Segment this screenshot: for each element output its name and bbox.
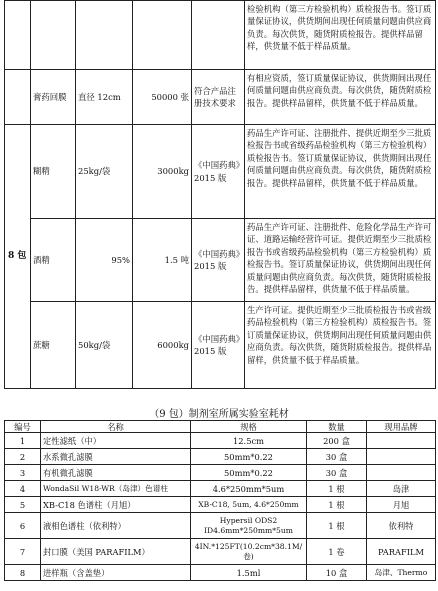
item-quantity: 1 根: [307, 513, 367, 539]
row-number: 6: [5, 513, 41, 539]
table-row: [5, 433, 436, 449]
item-quantity: 1 卷: [307, 539, 367, 565]
item-brand: 依利特: [367, 513, 436, 539]
item-standard: 《中国药典》2015 版: [192, 302, 245, 389]
item-standard: 《中国药典》2015 版: [192, 125, 245, 219]
item-quantity: 30 盒: [307, 465, 367, 481]
requirement-cell: 检验机构（第三方检验机构）质检报告书。签订质量保证协议，供货期间出现任何质量问题由供应商负责。每次供货，随货附质检报告。提供样品留样，供货量不低于样品质量。: [245, 1, 436, 70]
package-label: 8 包: [5, 125, 31, 389]
table-row: [5, 481, 436, 497]
item-name: WondaSil W18-WR（岛津）色谱柱: [41, 481, 191, 497]
row-number: 3: [5, 465, 41, 481]
column-header-brand: 现用品牌: [367, 421, 436, 433]
column-header-spec: 规格: [191, 421, 307, 433]
row-number: 4: [5, 481, 41, 497]
item-brand: [367, 433, 436, 449]
item-spec: 25kg/袋: [76, 125, 133, 219]
table-row: [5, 465, 436, 481]
item-spec: 1.5ml: [191, 565, 307, 581]
item-spec: [191, 539, 307, 565]
row-number: 1: [5, 433, 41, 449]
item-quantity: 1 根: [307, 497, 367, 513]
item-standard: 符合产品注册技术要求: [192, 70, 245, 125]
table-row: [5, 125, 436, 219]
item-spec-line: Hypersil ODS2: [219, 515, 278, 525]
item-name: 有机微孔滤膜: [41, 465, 191, 481]
requirement-cell: 生产许可证。提供近期至少三批质检报告书或省级药品检验机构（第三方检验机构）质检报告书。签订质量保证协议，供货期间出现任何质量问题由供应商负责。每次供货，随货附质检报告。提供样品留样，供货量不低于样品质量。: [245, 302, 436, 389]
table-row: [5, 513, 436, 539]
procurement-table-package-8: [4, 0, 436, 389]
item-brand: 岛津、Thermo: [367, 565, 436, 581]
item-spec: 50kg/袋: [76, 302, 133, 389]
column-header-qty: 数量: [307, 421, 367, 433]
item-name: 封口膜（美国 PARAFILM）: [41, 539, 191, 565]
row-number: 8: [5, 565, 41, 581]
item-name: 液相色谱柱（依利特）: [41, 513, 191, 539]
row-number: 5: [5, 497, 41, 513]
table-row: [5, 565, 436, 581]
item-name: 定性滤纸（中）: [41, 433, 191, 449]
item-standard: 《中国药典》2015 版: [192, 219, 245, 302]
item-brand: 月旭: [367, 497, 436, 513]
item-spec: 12.5cm: [191, 433, 307, 449]
item-spec: 50mm*0.22: [191, 449, 307, 465]
item-brand: [367, 449, 436, 465]
item-name: 蔗糖: [31, 302, 76, 389]
item-spec-line: 4IN.*125FT(10.2cm*38.1M/: [194, 541, 303, 551]
row-number: 2: [5, 449, 41, 465]
item-name: 糊精: [31, 125, 76, 219]
table-row: [5, 219, 436, 302]
table-row: [5, 1, 436, 70]
item-name: 水系微孔滤膜: [41, 449, 191, 465]
item-quantity: 10 盒: [307, 565, 367, 581]
item-spec: 50mm*0.22: [191, 465, 307, 481]
row-number: 7: [5, 539, 41, 565]
item-spec: [191, 513, 307, 539]
item-quantity: 3000kg: [133, 125, 192, 219]
item-spec-line: ID4.6mm*250mm*5um: [204, 525, 293, 535]
requirement-cell: 药品生产许可证、注册批件、危险化学品生产许可证、道路运输经营许可证。提供近期至少三批质检报告书或省级药品检验机构（第三方检验机构）质检报告书。签订质量保证协议，供货期间出现任何质量问题由供应商负责。每次供货，随货附质检报告。提供样品留样，供货量不低于样品质量。: [245, 219, 436, 302]
requirement-cell: 药品生产许可证、注册批件、提供近期至少三批质检报告书或省级药品检验机构（第三方检验机构）质检报告书。签订质量保证协议，供货期间出现任何质量问题由供应商负责。每次供货，随货附质检报告。提供样品留样，供货量不低于样品质量。: [245, 125, 436, 219]
item-brand: [367, 465, 436, 481]
table-header-row: [5, 421, 436, 433]
item-quantity: 50000 张: [133, 70, 192, 125]
item-quantity: 200 盒: [307, 433, 367, 449]
item-quantity: 1 根: [307, 481, 367, 497]
table-row: [5, 539, 436, 565]
column-header-name: 名称: [41, 421, 191, 433]
lab-consumables-table: [4, 420, 436, 581]
column-header-no: 编号: [5, 421, 41, 433]
item-spec: XB-C18, 5um, 4.6*250mm: [191, 497, 307, 513]
item-quantity: 30 盒: [307, 449, 367, 465]
table-row: [5, 70, 436, 125]
table-row: [5, 497, 436, 513]
item-spec: 直径 12cm: [76, 70, 133, 125]
item-name: 酒精: [31, 219, 76, 302]
item-name: XB-C18 色谱柱（月旭）: [41, 497, 191, 513]
table-row: [5, 302, 436, 389]
item-spec-line: 卷): [243, 551, 254, 561]
item-brand: 岛津: [367, 481, 436, 497]
requirement-cell: 有相应资质，签订质量保证协议，供货期间出现任何质量问题由供应商负责。每次供货，随货附质检报告。提供样品留样，供货量不低于样品质量。: [245, 70, 436, 125]
item-quantity: 6000kg: [133, 302, 192, 389]
item-spec: 4.6*250mm*5um: [191, 481, 307, 497]
item-name: 膏药回膜: [31, 70, 76, 125]
item-name: 进样瓶（含盖垫）: [41, 565, 191, 581]
item-quantity: 1.5 吨: [133, 219, 192, 302]
item-spec: 95%: [76, 219, 133, 302]
table-row: [5, 449, 436, 465]
item-brand: PARAFILM: [367, 539, 436, 565]
section-caption: （9 包）制剂室所属实验室耗材: [149, 409, 289, 420]
